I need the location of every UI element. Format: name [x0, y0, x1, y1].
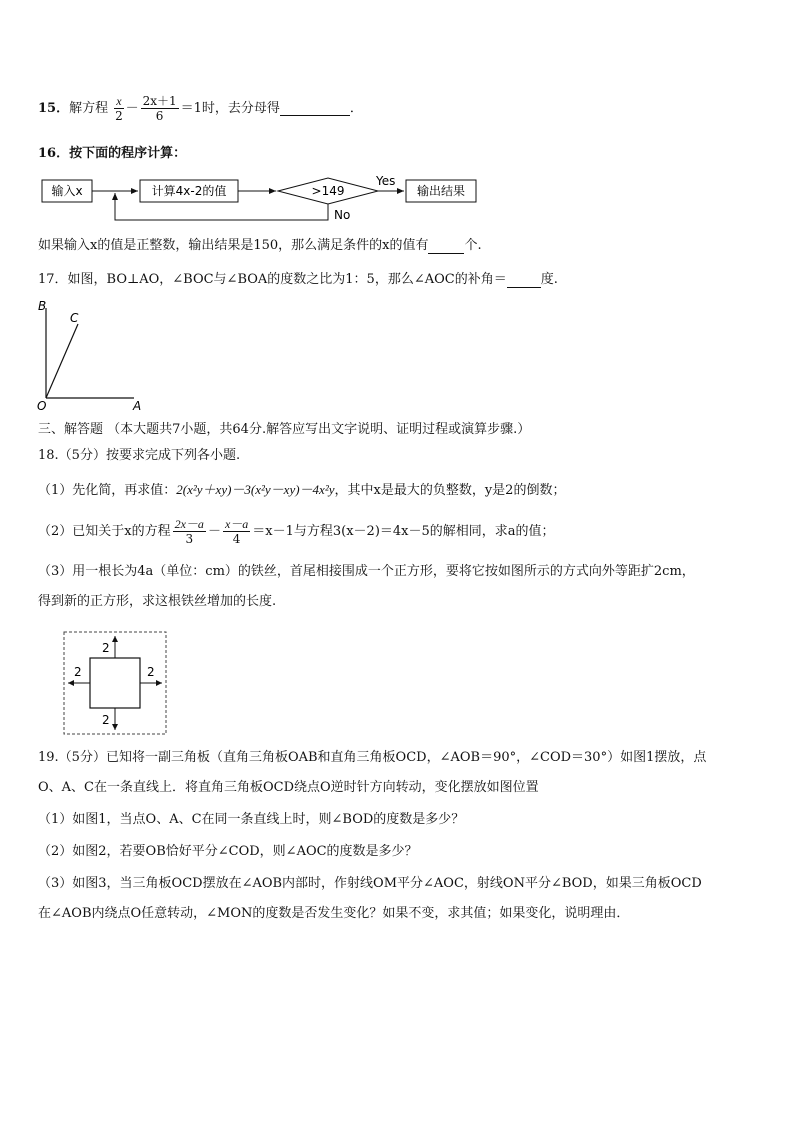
q18-p3-line-1: （3）用一根长为4a（单位：cm）的铁丝，首尾相接围成一个正方形，要将它按如图所示的方式向外等距扩2cm，: [38, 564, 695, 579]
ray-oc: [46, 324, 78, 398]
q19-p3-line-1: （3）如图3，当三角板OCD摆放在∠AOB内部时，作射线OM平分∠AOC，射线ON平分∠BOD，如果三角板OCD: [38, 876, 702, 891]
q15-frac2-denominator: 6: [155, 109, 164, 123]
q19-line-1: 19.（5分）已知将一副三角板（直角三角板OAB和直角三角板OCD，∠AOB＝90°，∠COD＝30°）如图1摆放，点: [38, 750, 707, 765]
q17-text: 17．如图，BO⊥AO，∠BOC与∠BOA的度数之比为1：5，那么∠AOC的补角＝: [38, 272, 507, 287]
label-right-2: 2: [147, 665, 155, 679]
q16-title: 16．按下面的程序计算：: [38, 146, 187, 161]
q15-frac1-numerator: x: [116, 94, 122, 108]
section-title: 三、解答题 （本大题共7小题，共64分.解答应写出文字说明、证明过程或演算步骤.）: [38, 422, 531, 437]
q15-equation-tail: ＝1时，去分母得: [180, 101, 280, 116]
q18-header: 18.（5分）按要求完成下列各小题.: [38, 448, 241, 463]
q15-number: 15．: [38, 101, 70, 116]
q15-answer-blank: [280, 101, 350, 116]
q16-question-end: 个.: [464, 238, 482, 253]
question-15: [38, 92, 363, 126]
q19-part-2: （2）如图2，若要OB恰好平分∠COD，则∠AOC的度数是多少？: [38, 844, 418, 859]
flow-calc-label: 计算4x-2的值: [151, 184, 227, 198]
q18-p1-expression: 2(x²y＋xy)－3(x²y－xy)－4x²y: [176, 482, 335, 497]
q16-question-text: 如果输入x的值是正整数，输出结果是150，那么满足条件的x的值有: [38, 238, 429, 253]
q17-angle-figure: [32, 298, 152, 412]
flow-yes-label: Yes: [376, 174, 396, 188]
q18-p1-suffix: ，其中x是最大的负整数，y是2的倒数；: [334, 483, 566, 498]
q18-p2-suffix: ＝x－1与方程3(x－2)＝4x－5的解相同，求a的值；: [252, 524, 555, 539]
q18-p3-line-2: 得到新的正方形，求这根铁丝增加的长度.: [38, 594, 277, 609]
q19-p3-line-2: 在∠AOB内绕点O任意转动，∠MON的度数是否发生变化？如果不变，求其值；如果变化，说明理由．: [38, 906, 630, 921]
q15-fraction-2: [141, 94, 179, 123]
q18-part-1: [38, 482, 565, 499]
label-bottom-2: 2: [102, 713, 110, 727]
q15-frac2-numerator: 2x＋1: [142, 94, 177, 108]
flow-no-label: No: [334, 208, 351, 222]
q15-frac1-denominator: 2: [115, 109, 123, 123]
q19-part-1: （1）如图1，当点O、A、C在同一条直线上时，则∠BOD的度数是多少？: [38, 812, 465, 827]
inner-square: [90, 658, 140, 708]
q17-answer-blank: [507, 273, 541, 288]
label-top-2: 2: [102, 641, 110, 655]
q15-minus: －: [125, 101, 139, 116]
q18-p2-fraction-2: [223, 517, 250, 546]
q17-text-end: 度.: [540, 272, 558, 287]
q15-end: ．: [349, 101, 363, 116]
q18-part-2: [38, 514, 555, 550]
q18-p2-frac1-numerator: 2x－a: [174, 517, 204, 531]
q15-prefix: 解方程: [69, 101, 109, 116]
q18-p2-frac2-numerator: x－a: [224, 517, 249, 531]
q16-question: [38, 238, 482, 254]
q19-line-2: O、A、C在一条直线上．将直角三角板OCD绕点O逆时针方向转动，变化摆放如图位置: [38, 780, 539, 795]
q15-fraction-1: [114, 94, 123, 123]
q18-p2-minus: －: [207, 524, 221, 539]
label-left-2: 2: [74, 665, 82, 679]
question-17: [38, 272, 558, 288]
label-a: A: [133, 399, 142, 412]
q18-p2-prefix: （2）已知关于x的方程: [38, 524, 171, 539]
q16-answer-blank: [428, 239, 464, 254]
flow-input-label: 输入x: [51, 184, 83, 198]
q18-p2-frac2-denominator: 4: [232, 532, 241, 546]
q18-p1-prefix: （1）先化简，再求值：: [38, 483, 177, 498]
flow-output-label: 输出结果: [416, 184, 466, 198]
flow-decision-label: >149: [311, 184, 345, 198]
q18-p2-fraction-1: [173, 517, 206, 546]
label-c: C: [70, 311, 79, 325]
q18-square-figure: [62, 630, 168, 736]
label-b: B: [38, 299, 47, 313]
q18-p2-frac1-denominator: 3: [185, 532, 194, 546]
q16-flowchart: [38, 172, 498, 224]
label-o: O: [37, 399, 47, 412]
